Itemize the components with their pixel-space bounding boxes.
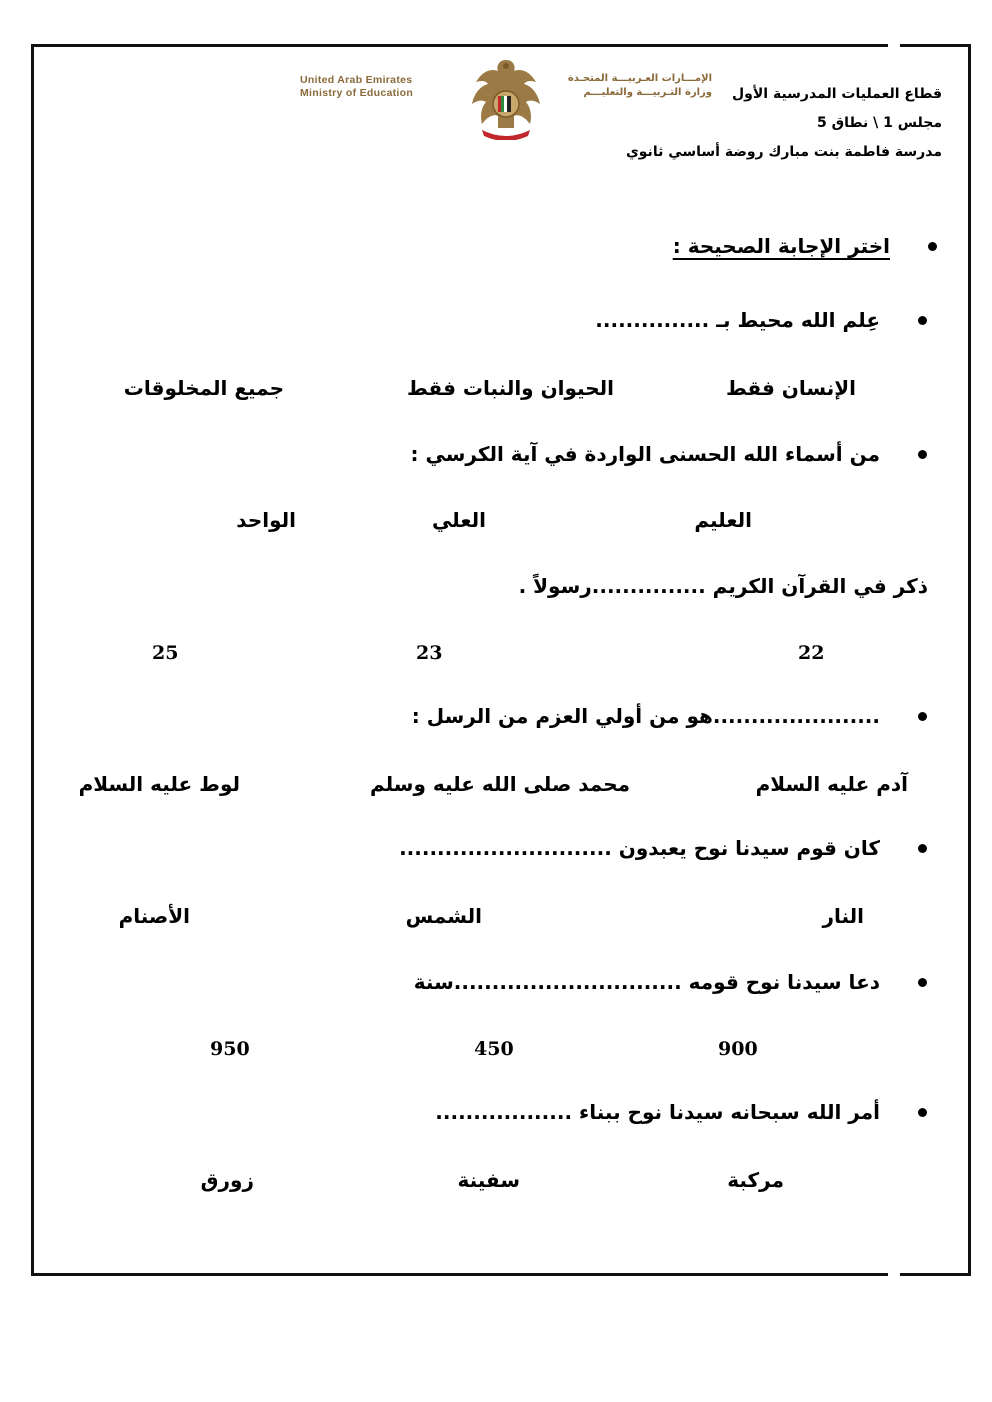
answer-option[interactable]: زورق [200,1168,254,1192]
ministry-name-arabic [562,72,712,100]
bullet-icon [918,316,927,325]
answer-option[interactable]: 25 [152,642,179,664]
question-text: كان قوم سيدنا نوح يعبدون ............................ [399,836,880,860]
sector-line: قطاع العمليات المدرسية الأول [732,86,942,102]
bullet-icon [918,450,927,459]
ministry-name-english [300,74,413,100]
council-line: مجلس 1 \ نطاق 5 [816,115,942,131]
answer-option[interactable]: الشمس [405,904,482,928]
bullet-icon [918,978,927,987]
bullet-icon [918,712,927,721]
answer-option[interactable]: آدم عليه السلام [755,772,908,796]
question-text: عِلم الله محيط بـ ............... [595,308,880,332]
answer-option[interactable]: العليم [694,508,752,532]
ministry-ar-line1: الإمـــارات العـربيـــة المتحـدة [567,73,712,84]
answer-option[interactable]: 450 [474,1038,514,1060]
answer-option[interactable]: الأصنام [118,904,190,928]
ministry-en-line2: Ministry of Education [300,87,414,99]
answer-option[interactable]: 23 [416,642,443,664]
answer-option[interactable]: 950 [210,1038,250,1060]
answer-option[interactable]: 900 [718,1038,758,1060]
school-name-line: مدرسة فاطمة بنت مبارك روضة أساسي ثانوي [625,144,942,160]
answer-option[interactable]: لوط عليه السلام [78,772,240,796]
border-gap [888,1270,900,1280]
question-text: أمر الله سبحانه سيدنا نوح ببناء .................. [435,1100,880,1124]
answer-option[interactable]: جميع المخلوقات [123,376,284,400]
answer-option[interactable]: العلي [431,508,486,532]
uae-eagle-emblem-icon [468,56,544,140]
border-gap [888,40,900,50]
question-text: ذكر في القرآن الكريم ...............رسولاً . [518,574,928,598]
answer-option[interactable]: النار [822,904,864,928]
question-text: من أسماء الله الحسنى الواردة في آية الكرسي : [410,442,880,466]
bullet-icon [918,1108,927,1117]
question-text: ......................هو من أولي العزم من الرسل : [411,704,880,728]
answer-option[interactable]: الحيوان والنبات فقط [407,376,614,400]
answer-option[interactable]: 22 [798,642,825,664]
question-text: دعا سيدنا نوح قومه ..............................سنة [413,970,880,994]
ministry-ar-line2: وزارة التـربيـــة والتعليـــم [583,87,712,98]
answer-option[interactable]: الإنسان فقط [725,376,856,400]
instruction-heading: اختر الإجابة الصحيحة : [672,234,890,258]
answer-option[interactable]: مركبة [727,1168,784,1192]
ministry-en-line1: United Arab Emirates [300,74,413,86]
answer-option[interactable]: محمد صلى الله عليه وسلم [369,772,630,796]
answer-option[interactable]: الواحد [236,508,296,532]
bullet-icon [928,242,937,251]
answer-option[interactable]: سفينة [457,1168,520,1192]
bullet-icon [918,844,927,853]
